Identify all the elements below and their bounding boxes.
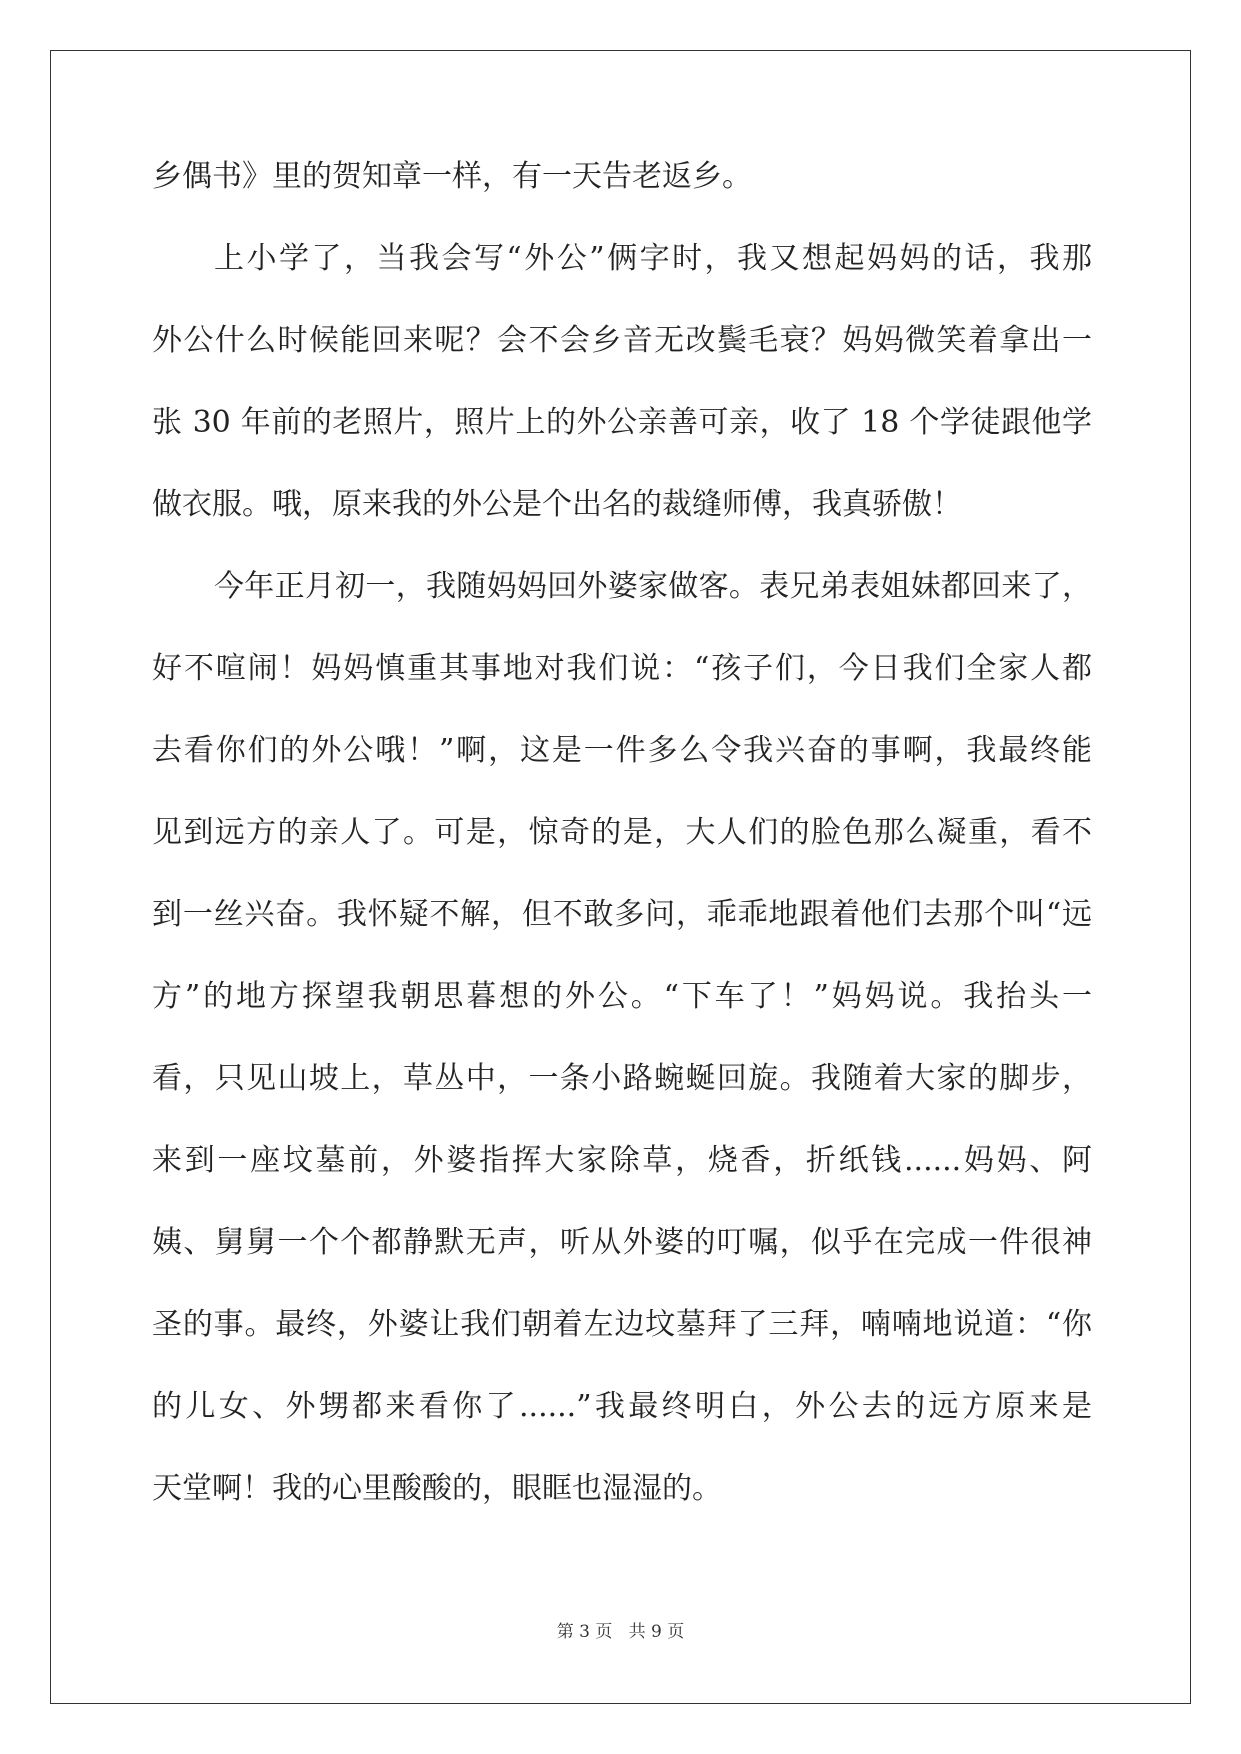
footer-spacer (612, 1622, 628, 1642)
text-line: 见到远方的亲人了。可是，惊奇的是，大人们的脸色那么凝重，看不 (152, 815, 1092, 850)
text-line: 去看你们的外公哦！”啊，这是一件多么令我兴奋的事啊，我最终能 (152, 733, 1092, 768)
text-line: 方”的地方探望我朝思暮想的外公。“下车了！”妈妈说。我抬头一 (152, 979, 1092, 1014)
document-body (152, 160, 1092, 1554)
page-number: 第 3 页 (556, 1622, 613, 1642)
text-line: 今年正月初一，我随妈妈回外婆家做客。表兄弟表姐妹都回来了， (214, 569, 1092, 604)
text-line: 的儿女、外甥都来看你了......”我最终明白，外公去的远方原来是 (152, 1389, 1092, 1424)
text-line: 圣的事。最终，外婆让我们朝着左边坟墓拜了三拜，喃喃地说道：“你 (152, 1307, 1092, 1342)
text-line: 看，只见山坡上，草丛中，一条小路蜿蜒回旋。我随着大家的脚步， (152, 1061, 1092, 1096)
text-line: 外公什么时候能回来呢？会不会乡音无改鬓毛衰？妈妈微笑着拿出一 (152, 323, 1092, 358)
text-line: 张 30 年前的老照片，照片上的外公亲善可亲，收了 18 个学徒跟他学 (152, 405, 1092, 440)
page-total: 共 9 页 (628, 1622, 685, 1642)
text-line: 好不喧闹！妈妈慎重其事地对我们说：“孩子们，今日我们全家人都 (152, 651, 1092, 686)
text-line: 上小学了，当我会写“外公”俩字时，我又想起妈妈的话，我那 (214, 241, 1092, 276)
text-line: 到一丝兴奋。我怀疑不解，但不敢多问，乖乖地跟着他们去那个叫“远 (152, 897, 1092, 932)
page-footer (0, 1617, 1241, 1642)
text-line: 乡偶书》里的贺知章一样，有一天告老返乡。 (152, 159, 752, 194)
text-line: 做衣服。哦，原来我的外公是个出名的裁缝师傅，我真骄傲！ (152, 487, 962, 522)
text-line: 天堂啊！我的心里酸酸的，眼眶也湿湿的。 (152, 1471, 722, 1506)
text-line: 姨、舅舅一个个都静默无声，听从外婆的叮嘱，似乎在完成一件很神 (152, 1225, 1092, 1260)
text-line: 来到一座坟墓前，外婆指挥大家除草，烧香，折纸钱......妈妈、阿 (152, 1143, 1092, 1178)
